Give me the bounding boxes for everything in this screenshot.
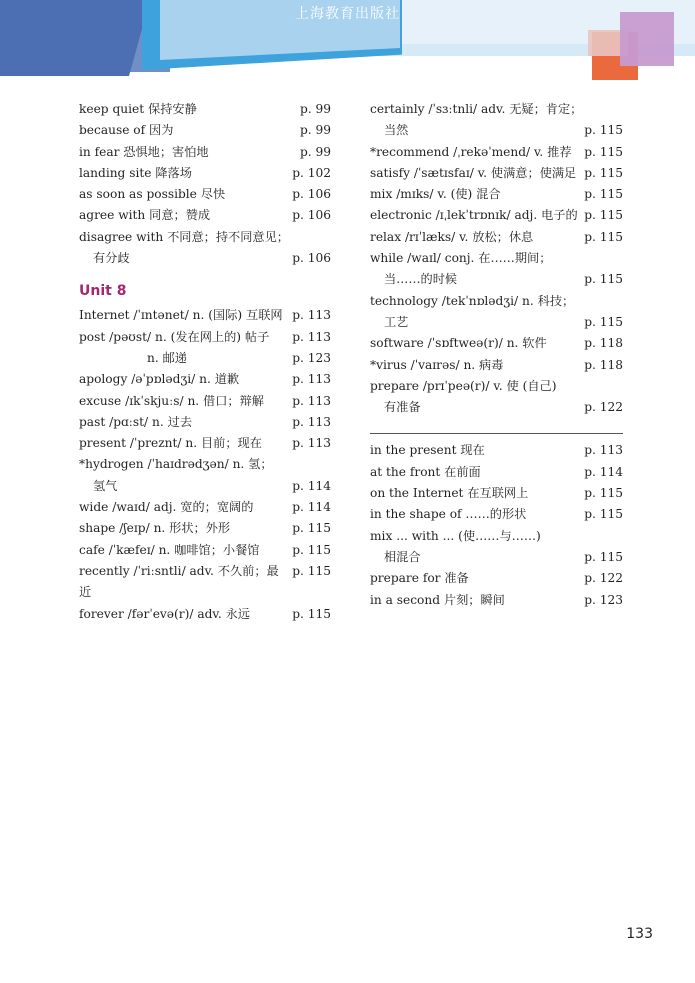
vocab-term: wide /waɪd/ adj. 宽的；宽阔的 xyxy=(79,500,254,515)
vocab-term: disagree with 不同意；持不同意见； xyxy=(79,229,289,244)
vocab-term: shape /ʃeɪp/ n. 形状；外形 xyxy=(79,521,231,536)
vocab-term: 有准备 xyxy=(384,400,421,415)
vocab-entry xyxy=(79,412,331,433)
vocab-page: p. 115 xyxy=(584,123,623,138)
vocab-entry xyxy=(79,561,331,604)
vocab-page: p. 115 xyxy=(292,563,331,578)
phrase-term: on the Internet 在互联网上 xyxy=(370,486,529,501)
vocab-page: p. 113 xyxy=(292,393,331,408)
phrase-page: p. 115 xyxy=(584,486,623,501)
vocab-page: p. 115 xyxy=(292,521,331,536)
phrase-entry xyxy=(370,483,623,504)
vocab-page: p. 115 xyxy=(584,314,623,329)
vocab-page: p. 99 xyxy=(299,123,331,138)
vocab-term: 氢气 xyxy=(93,478,118,493)
vocab-page: p. 118 xyxy=(584,336,623,351)
phrase-term: in the present 现在 xyxy=(370,443,485,458)
vocab-page: p. 115 xyxy=(584,229,623,244)
phrase-term: in a second 片刻；瞬间 xyxy=(370,592,505,607)
vocab-entry xyxy=(79,391,331,412)
vocab-entry xyxy=(370,184,623,205)
vocab-entry xyxy=(370,205,623,226)
phrase-entry xyxy=(370,440,623,461)
phrase-entry xyxy=(370,462,623,483)
vocab-entry xyxy=(79,497,331,518)
vocab-term: software /ˈsɒftweə(r)/ n. 软件 xyxy=(370,336,547,351)
vocab-entry xyxy=(370,248,623,269)
phrase-page: p. 114 xyxy=(584,464,623,479)
phrase-term: at the front 在前面 xyxy=(370,464,481,479)
vocab-term: forever /fərˈevə(r)/ adv. 永远 xyxy=(79,606,250,621)
vocab-entry-continuation xyxy=(370,269,623,290)
phrase-term: in the shape of ……的形状 xyxy=(370,507,527,522)
vocab-entry xyxy=(370,142,623,163)
vocab-term: agree with 同意；赞成 xyxy=(79,208,211,223)
vocab-page: p. 113 xyxy=(292,436,331,451)
vocab-term: because of 因为 xyxy=(79,123,174,138)
vocab-entry xyxy=(370,163,623,184)
vocab-term: certainly /ˈsɜːtnli/ adv. 无疑；肯定； xyxy=(370,102,583,116)
vocab-entry xyxy=(79,142,331,163)
vocab-term: technology /tekˈnɒlədʒi/ n. 科技； xyxy=(370,293,575,308)
phrase-entry xyxy=(370,526,623,547)
vocab-entry-continuation xyxy=(79,248,331,269)
vocab-page: p. 106 xyxy=(292,251,331,266)
phrase-entry xyxy=(370,590,623,611)
vocab-term: cafe /ˈkæfeɪ/ n. 咖啡馆；小餐馆 xyxy=(79,542,260,557)
section-divider xyxy=(370,433,623,434)
phrase-term: mix ... with ... (使……与……) xyxy=(370,528,541,543)
vocab-entry xyxy=(79,120,331,141)
vocab-page: p. 99 xyxy=(299,102,331,116)
vocab-entry xyxy=(79,518,331,539)
vocab-term: as soon as possible 尽快 xyxy=(79,187,226,202)
vocab-page: p. 115 xyxy=(292,606,331,621)
vocab-term: keep quiet 保持安静 xyxy=(79,102,197,116)
vocab-entry xyxy=(79,305,331,326)
vocab-term: apology /əˈpɒlədʒi/ n. 道歉 xyxy=(79,372,240,387)
phrase-page: p. 122 xyxy=(584,571,623,586)
page-number: 133 xyxy=(626,926,653,942)
vocab-term: excuse /ɪkˈskjuːs/ n. 借口；辩解 xyxy=(79,393,264,408)
phrase-term: 相混合 xyxy=(384,549,421,564)
vocab-term: 当……的时候 xyxy=(384,272,458,287)
vocab-page: p. 113 xyxy=(292,372,331,387)
phrase-page: p. 113 xyxy=(584,443,623,458)
vocab-entry xyxy=(370,376,623,397)
vocab-entry-continuation xyxy=(79,476,331,497)
vocab-term: prepare /prɪˈpeə(r)/ v. 使 (自己) xyxy=(370,378,557,393)
vocab-page: p. 114 xyxy=(292,500,331,515)
vocab-page: p. 113 xyxy=(292,308,331,323)
vocab-page: p. 113 xyxy=(292,329,331,344)
vocab-entry xyxy=(79,327,331,348)
vocab-term: landing site 降落场 xyxy=(79,165,192,180)
vocab-page: p. 114 xyxy=(292,478,331,493)
vocab-entry-continuation xyxy=(79,348,331,369)
vocab-entry xyxy=(370,291,623,312)
vocabulary-column-left xyxy=(79,99,331,625)
vocab-page: p. 115 xyxy=(584,144,623,159)
vocab-page: p. 106 xyxy=(292,187,331,202)
vocab-term: 当然 xyxy=(384,123,409,138)
vocab-term: past /pɑːst/ n. 过去 xyxy=(79,414,193,429)
vocab-term: while /waɪl/ conj. 在……期间； xyxy=(370,251,552,266)
vocab-entry xyxy=(79,205,331,226)
vocab-page: p. 115 xyxy=(584,272,623,287)
phrase-entry-continuation xyxy=(370,547,623,568)
vocab-term: electronic /ɪˌlekˈtrɒnɪk/ adj. 电子的 xyxy=(370,208,578,223)
vocab-page: p. 102 xyxy=(292,165,331,180)
phrase-term: prepare for 准备 xyxy=(370,571,469,586)
vocab-entry xyxy=(79,369,331,390)
vocab-term: *hydrogen /ˈhaɪdrədʒən/ n. 氢； xyxy=(79,457,273,472)
vocab-term: satisfy /ˈsætɪsfaɪ/ v. 使满意；使满足 xyxy=(370,165,577,180)
vocab-page: p. 122 xyxy=(584,400,623,415)
phrase-page: p. 123 xyxy=(584,592,623,607)
vocab-term: post /pəʊst/ n. (发在网上的) 帖子 xyxy=(79,329,270,344)
phrase-page: p. 115 xyxy=(584,549,623,564)
phrase-page: p. 115 xyxy=(584,507,623,522)
vocab-page: p. 115 xyxy=(584,208,623,223)
vocab-entry xyxy=(79,184,331,205)
vocab-page: p. 99 xyxy=(299,144,331,159)
vocab-term: in fear 恐惧地；害怕地 xyxy=(79,144,209,159)
vocab-entry xyxy=(79,540,331,561)
vocab-term: mix /mɪks/ v. (使) 混合 xyxy=(370,187,501,202)
vocab-entry xyxy=(79,454,331,475)
vocab-term: 有分歧 xyxy=(93,251,130,266)
vocab-term: relax /rɪˈlæks/ v. 放松；休息 xyxy=(370,229,534,244)
phrase-entry xyxy=(370,568,623,589)
vocab-entry xyxy=(370,355,623,376)
vocab-page: p. 106 xyxy=(292,208,331,223)
vocab-entry-continuation xyxy=(370,312,623,333)
vocab-entry xyxy=(79,227,331,248)
vocabulary-column-right xyxy=(370,99,623,611)
vocab-page: p. 115 xyxy=(584,187,623,202)
vocab-entry xyxy=(370,99,623,120)
vocab-entry xyxy=(79,604,331,625)
vocab-entry xyxy=(79,163,331,184)
phrase-entry xyxy=(370,504,623,525)
vocab-page: p. 118 xyxy=(584,357,623,372)
vocab-page: p. 123 xyxy=(292,350,331,365)
vocab-entry xyxy=(79,99,331,120)
vocab-term: 工艺 xyxy=(384,314,409,329)
vocab-term: *virus /ˈvaɪrəs/ n. 病毒 xyxy=(370,357,504,372)
vocab-entry xyxy=(370,227,623,248)
vocab-term: *recommend /ˌrekəˈmend/ v. 推荐 xyxy=(370,144,572,159)
page-header-banner xyxy=(0,0,695,80)
vocab-page: p. 115 xyxy=(584,165,623,180)
vocab-entry xyxy=(79,433,331,454)
vocab-entry-continuation xyxy=(370,120,623,141)
vocab-term: recently /ˈriːsntli/ adv. 不久前；最近 xyxy=(79,563,279,600)
unit-heading: Unit 8 xyxy=(79,283,127,300)
publisher-name: 上海教育出版社 xyxy=(295,6,400,22)
vocab-page: p. 113 xyxy=(292,414,331,429)
vocab-term: n. 邮递 xyxy=(147,350,187,365)
vocab-entry xyxy=(370,333,623,354)
vocab-term: present /ˈpreznt/ n. 目前；现在 xyxy=(79,436,262,451)
vocab-page: p. 115 xyxy=(292,542,331,557)
vocab-entry-continuation xyxy=(370,397,623,418)
vocab-term: Internet /ˈɪntənet/ n. (国际) 互联网 xyxy=(79,308,283,323)
